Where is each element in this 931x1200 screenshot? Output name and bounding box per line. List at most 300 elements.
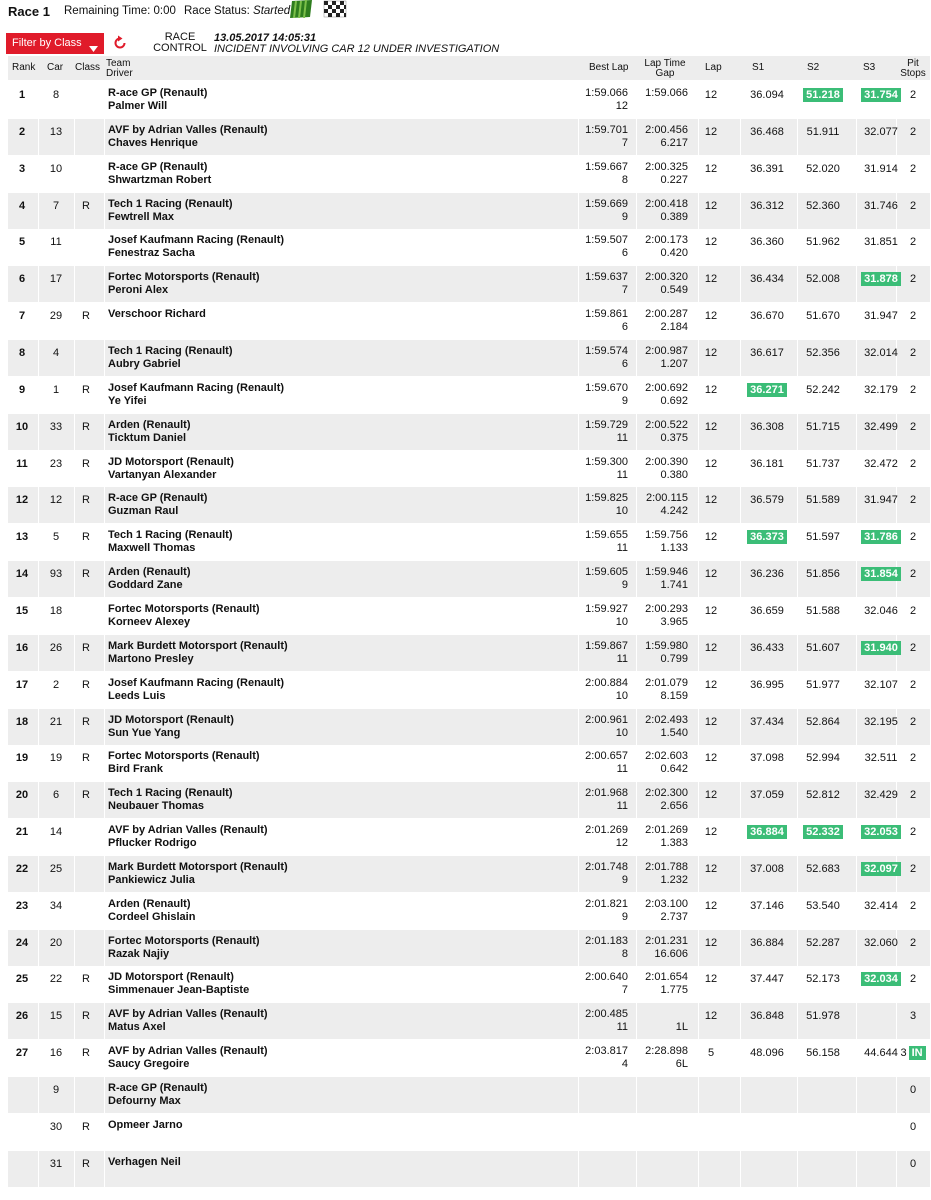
s3-value: 31.947: [864, 494, 898, 507]
column-separator: [38, 561, 39, 597]
table-row[interactable]: [8, 1077, 930, 1113]
best-lap-time: 1:59.867: [585, 639, 628, 652]
gap: 2.737: [660, 910, 688, 923]
column-separator: [698, 966, 699, 1002]
pit-stops-value: 2: [909, 162, 917, 175]
column-separator: [896, 1114, 897, 1150]
driver-name: Matus Axel: [108, 1021, 166, 1034]
team-name: Fortec Motorsports (Renault): [108, 271, 260, 284]
s1-cell: [742, 89, 792, 101]
column-separator: [104, 635, 105, 671]
column-separator: [74, 893, 75, 929]
gap: 2.656: [660, 800, 688, 813]
header-car[interactable]: Car: [47, 62, 64, 73]
class-cell: R: [82, 310, 90, 323]
pit-stops-value: 2: [909, 973, 917, 986]
gap: 1.207: [660, 357, 688, 370]
gap: 1.775: [660, 984, 688, 997]
best-lap-time: 1:59.825: [585, 492, 628, 505]
column-separator: [104, 1003, 105, 1039]
column-separator: [74, 193, 75, 229]
column-separator: [104, 193, 105, 229]
table-row[interactable]: [8, 709, 930, 745]
driver-name: Fenestraz Sacha: [108, 247, 195, 260]
column-separator: [896, 1077, 897, 1113]
car-number-cell: 22: [49, 973, 63, 986]
s2-cell: [798, 458, 848, 470]
column-separator: [74, 266, 75, 302]
table-row[interactable]: [8, 1003, 930, 1039]
column-separator: [578, 229, 579, 265]
pit-stops-value: 2: [909, 494, 917, 507]
column-separator: [74, 856, 75, 892]
table-row[interactable]: [8, 414, 930, 450]
s2-value: 52.812: [806, 789, 840, 802]
driver-name: Neubauer Thomas: [108, 800, 204, 813]
table-row[interactable]: [8, 672, 930, 708]
column-separator: [578, 82, 579, 118]
s3-value: 31.754: [861, 88, 901, 102]
pit-stops-value: 2: [909, 641, 917, 654]
column-separator: [38, 156, 39, 192]
race-control-label-line1: RACE: [164, 31, 196, 43]
best-lap-number: 10: [615, 615, 628, 628]
column-separator: [38, 1077, 39, 1113]
lap-count: 12: [704, 826, 718, 838]
driver-name: Martono Presley: [108, 652, 194, 665]
s2-value: 52.242: [806, 383, 840, 396]
pit-stops-cell: [898, 458, 928, 470]
s2-value: 51.715: [806, 420, 840, 433]
column-separator: [104, 82, 105, 118]
lap-time: 1:59.946: [645, 566, 688, 578]
column-separator: [578, 561, 579, 597]
column-separator: [578, 1114, 579, 1150]
top-bar: [0, 0, 931, 24]
header-lap-time[interactable]: Lap Time: [644, 58, 686, 69]
driver-name: Goddard Zane: [108, 579, 183, 591]
team-name: Mark Burdett Motorsport (Renault): [108, 639, 288, 652]
table-row[interactable]: [8, 451, 930, 487]
team-name: JD Motorsport (Renault): [108, 971, 234, 984]
column-separator: [578, 930, 579, 966]
gap: 6L: [675, 1058, 688, 1071]
best-lap-number: 11: [616, 763, 628, 776]
best-lap-time: 1:59.605: [585, 566, 628, 578]
column-separator: [38, 377, 39, 413]
column-separator: [698, 414, 699, 450]
car-number-cell: 16: [49, 1047, 63, 1060]
header-rank[interactable]: Rank: [12, 62, 36, 73]
driver-name: Cordeel Ghislain: [108, 910, 196, 923]
s1-cell: [742, 458, 792, 470]
team-name: R-ace GP (Renault): [108, 1082, 208, 1094]
s1-cell: [742, 163, 792, 175]
column-separator: [578, 819, 579, 855]
lap-time: 1:59.066: [645, 87, 688, 99]
column-separator: [104, 819, 105, 855]
class-cell: R: [82, 531, 90, 544]
pit-stops-cell: [898, 679, 928, 691]
s1-cell: [742, 752, 792, 764]
table-row[interactable]: [8, 524, 930, 560]
driver-name: Maxwell Thomas: [108, 542, 196, 555]
table-row[interactable]: [8, 1040, 930, 1076]
header-s1[interactable]: S1: [752, 62, 765, 73]
lap-count: 12: [704, 752, 718, 765]
pit-stops-value: 2: [909, 826, 917, 838]
car-number-cell: 31: [49, 1157, 63, 1170]
s2-cell: [798, 605, 848, 617]
best-lap-number: 12: [615, 100, 628, 112]
pit-stops-value: 2: [909, 678, 917, 691]
table-row[interactable]: [8, 893, 930, 929]
best-lap-time: 1:59.637: [585, 271, 628, 284]
best-lap-number: 10: [615, 689, 628, 702]
class-cell: R: [82, 568, 90, 580]
column-separator: [636, 266, 637, 302]
table-row[interactable]: [8, 635, 930, 671]
s1-cell: [742, 236, 792, 248]
s3-value: 31.940: [861, 641, 901, 655]
column-separator: [698, 156, 699, 192]
column-separator: [38, 966, 39, 1002]
pit-stops-cell: [898, 200, 928, 212]
s2-value: 51.589: [806, 494, 840, 507]
pit-stops-cell: [898, 752, 928, 764]
header-pit[interactable]: Pit: [907, 58, 919, 69]
s2-cell: [798, 89, 848, 101]
s2-value: 51.737: [806, 457, 840, 470]
s3-value: 31.947: [864, 310, 898, 323]
driver-name: Bird Frank: [108, 763, 164, 776]
lap-count: 12: [704, 346, 718, 359]
column-separator: [74, 340, 75, 376]
table-row[interactable]: [8, 930, 930, 966]
table-row[interactable]: [8, 82, 930, 118]
s2-cell: [798, 900, 848, 912]
driver-name: Peroni Alex: [108, 284, 169, 297]
column-separator: [578, 303, 579, 339]
table-row[interactable]: [8, 119, 930, 155]
column-separator: [740, 561, 741, 597]
table-row[interactable]: [8, 745, 930, 781]
column-separator: [636, 598, 637, 634]
pit-stops-cell: [898, 716, 928, 728]
column-separator: [38, 1114, 39, 1150]
header-s2[interactable]: S2: [807, 62, 820, 73]
pit-stops-cell: [898, 273, 928, 285]
s3-value: 32.499: [864, 420, 898, 433]
column-separator: [38, 451, 39, 487]
table-row[interactable]: [8, 266, 930, 302]
race-control-message: INCIDENT INVOLVING CAR 12 UNDER INVESTIGATION: [214, 43, 500, 55]
column-separator: [38, 193, 39, 229]
column-separator: [636, 340, 637, 376]
header-s3[interactable]: S3: [863, 62, 876, 73]
pit-stops-cell: [898, 1047, 928, 1059]
driver-name: Shwartzman Robert: [108, 173, 212, 186]
column-separator: [38, 266, 39, 302]
best-lap-time: 1:59.574: [585, 344, 628, 357]
header-stops[interactable]: Stops: [900, 68, 926, 79]
car-number-cell: 26: [49, 641, 63, 654]
s1-cell: [742, 421, 792, 433]
column-separator: [636, 561, 637, 597]
column-separator: [636, 1151, 637, 1187]
best-lap-time: 2:01.269: [585, 824, 628, 836]
s2-cell: [798, 789, 848, 801]
s2-cell: [798, 973, 848, 985]
pit-stops-value: 2: [909, 862, 917, 875]
lap-count: 12: [704, 604, 718, 617]
column-separator: [797, 1151, 798, 1187]
lap-count: 12: [704, 789, 718, 802]
pit-stops-cell: [898, 347, 928, 359]
s1-value: 37.098: [750, 752, 784, 765]
s1-cell: [742, 679, 792, 691]
s3-value: 32.179: [864, 383, 898, 396]
column-separator: [698, 1040, 699, 1076]
table-row[interactable]: [8, 782, 930, 818]
car-number-cell: 9: [52, 1084, 60, 1096]
column-separator: [578, 1040, 579, 1076]
column-separator: [578, 119, 579, 155]
s1-cell: [742, 1047, 792, 1059]
best-lap-time: 1:59.670: [585, 381, 628, 394]
column-separator: [740, 340, 741, 376]
column-separator: [740, 893, 741, 929]
best-lap-time: 2:01.748: [585, 860, 628, 873]
column-separator: [740, 930, 741, 966]
table-row[interactable]: [8, 229, 930, 265]
pit-stops-cell: [898, 863, 928, 875]
column-separator: [740, 819, 741, 855]
table-row[interactable]: [8, 561, 930, 597]
s3-value: 32.429: [864, 789, 898, 802]
best-lap-number: 11: [616, 542, 628, 555]
column-separator: [740, 1151, 741, 1187]
rank-cell: 21: [15, 826, 29, 838]
header-lap[interactable]: Lap: [705, 62, 722, 73]
s3-value: 32.053: [861, 825, 901, 839]
s2-value: 51.962: [806, 236, 840, 249]
column-separator: [698, 856, 699, 892]
s1-cell: [742, 347, 792, 359]
column-separator: [104, 709, 105, 745]
table-row[interactable]: [8, 819, 930, 855]
table-row[interactable]: [8, 966, 930, 1002]
lap-count: 12: [704, 936, 718, 949]
column-separator: [74, 1114, 75, 1150]
pit-stops-value: 2: [909, 125, 917, 138]
car-number-cell: 5: [52, 531, 60, 544]
table-row[interactable]: [8, 1114, 930, 1150]
lap-count: 12: [704, 383, 718, 396]
car-number-cell: 93: [49, 568, 63, 580]
car-number-cell: 4: [52, 346, 60, 359]
best-lap-number: 11: [616, 800, 628, 813]
column-separator: [104, 340, 105, 376]
column-separator: [74, 930, 75, 966]
table-row[interactable]: [8, 856, 930, 892]
team-name: Josef Kaufmann Racing (Renault): [108, 676, 285, 689]
s3-value: 32.107: [864, 678, 898, 691]
team-name: Tech 1 Racing (Renault): [108, 197, 233, 210]
column-separator: [698, 745, 699, 781]
column-separator: [38, 340, 39, 376]
gap: 0.642: [660, 763, 688, 776]
car-number-cell: 18: [49, 604, 63, 617]
table-row[interactable]: [8, 487, 930, 523]
table-row[interactable]: [8, 340, 930, 376]
header-team[interactable]: Team: [106, 58, 131, 69]
best-lap-time: 2:03.817: [585, 1045, 628, 1058]
table-row[interactable]: [8, 193, 930, 229]
car-number-cell: 34: [49, 899, 63, 912]
column-separator: [698, 561, 699, 597]
pit-stops-value: 2: [909, 789, 917, 802]
driver-name: Chaves Henrique: [108, 136, 198, 149]
s3-value: 32.060: [864, 936, 898, 949]
s2-cell: [798, 347, 848, 359]
column-separator: [740, 487, 741, 523]
lap-time: 2:00.692: [645, 381, 688, 394]
column-separator: [698, 451, 699, 487]
column-separator: [856, 1114, 857, 1150]
pit-stops-value: 2: [909, 236, 917, 249]
team-name: R-ace GP (Renault): [108, 87, 208, 99]
best-lap-number: 7: [621, 984, 628, 997]
column-separator: [104, 745, 105, 781]
driver-name: Pankiewicz Julia: [108, 873, 195, 886]
driver-name: Fewtrell Max: [108, 210, 175, 223]
lap-count: 5: [707, 1047, 715, 1060]
column-separator: [740, 1040, 741, 1076]
s1-cell: [742, 310, 792, 322]
column-separator: [740, 1114, 741, 1150]
column-separator: [74, 487, 75, 523]
column-separator: [578, 856, 579, 892]
gap: 1.383: [660, 837, 688, 849]
team-name: Tech 1 Racing (Renault): [108, 529, 233, 542]
column-separator: [578, 598, 579, 634]
column-separator: [698, 1151, 699, 1187]
column-separator: [74, 745, 75, 781]
class-cell: R: [82, 1157, 90, 1170]
column-separator: [698, 782, 699, 818]
driver-name: Aubry Gabriel: [108, 357, 181, 370]
best-lap-time: 1:59.861: [585, 308, 628, 321]
header-class[interactable]: Class: [75, 62, 101, 73]
column-separator: [74, 377, 75, 413]
s1-cell: [742, 494, 792, 506]
best-lap-number: 11: [616, 468, 628, 481]
car-number-cell: 30: [49, 1120, 63, 1133]
column-separator: [740, 672, 741, 708]
class-cell: R: [82, 494, 90, 507]
column-separator: [38, 745, 39, 781]
s3-value: 31.914: [864, 162, 898, 175]
s1-value: 36.884: [747, 825, 787, 839]
lap-time: 2:00.173: [645, 234, 688, 247]
column-separator: [38, 1151, 39, 1187]
best-lap-number: 7: [621, 136, 628, 149]
column-separator: [636, 377, 637, 413]
s2-cell: [798, 494, 848, 506]
class-cell: R: [82, 789, 90, 802]
s2-value: 51.588: [806, 604, 840, 617]
s2-value: 52.683: [806, 862, 840, 875]
driver-name: Korneev Alexey: [108, 615, 191, 628]
driver-name: Guzman Raul: [108, 505, 179, 518]
s3-value: 44.644: [864, 1047, 898, 1060]
class-cell: R: [82, 1120, 90, 1133]
best-lap-number: 9: [621, 579, 628, 591]
column-separator: [636, 193, 637, 229]
rank-cell: 2: [18, 125, 26, 138]
lap-time: 2:02.493: [645, 713, 688, 726]
column-separator: [74, 782, 75, 818]
column-separator: [856, 1151, 857, 1187]
refresh-icon[interactable]: [112, 35, 128, 51]
pit-stops-cell: [898, 789, 928, 801]
car-number-cell: 2: [52, 678, 60, 691]
best-lap-number: 11: [616, 652, 628, 665]
remaining-time: Remaining Time: 0:00: [64, 5, 176, 17]
s1-cell: [742, 863, 792, 875]
column-separator: [74, 303, 75, 339]
filter-by-class-button[interactable]: [6, 33, 104, 54]
pit-stops-cell: [898, 494, 928, 506]
s1-value: 36.884: [750, 936, 784, 949]
gap: 1.741: [660, 579, 688, 591]
pit-stops-cell: [898, 605, 928, 617]
s2-value: 56.158: [806, 1047, 840, 1060]
s1-cell: [742, 1010, 792, 1022]
column-separator: [636, 672, 637, 708]
column-separator: [38, 930, 39, 966]
table-row[interactable]: [8, 377, 930, 413]
pit-stops-cell: [898, 421, 928, 433]
header-gap[interactable]: Gap: [655, 68, 675, 79]
column-separator: [38, 709, 39, 745]
class-cell: R: [82, 641, 90, 654]
pit-stops-cell: [898, 384, 928, 396]
best-lap-number: 11: [616, 431, 628, 444]
gap: 16.606: [654, 947, 688, 960]
header-driver[interactable]: Driver: [106, 68, 133, 79]
s1-cell: [742, 716, 792, 728]
table-row[interactable]: [8, 303, 930, 339]
table-row[interactable]: [8, 1151, 930, 1187]
table-row[interactable]: [8, 598, 930, 634]
column-separator: [104, 782, 105, 818]
column-separator: [698, 635, 699, 671]
race-control-label: [150, 32, 210, 54]
column-separator: [740, 598, 741, 634]
best-lap-number: 9: [621, 394, 628, 407]
table-row[interactable]: [8, 156, 930, 192]
column-separator: [38, 487, 39, 523]
race-control-label-line2: CONTROL: [153, 42, 207, 54]
header-best-lap[interactable]: Best Lap: [589, 62, 629, 73]
car-number-cell: 19: [49, 752, 63, 765]
pit-stops-cell: [898, 126, 928, 138]
s1-cell: [742, 826, 792, 838]
car-number-cell: 23: [49, 457, 63, 470]
gap: 0.375: [660, 431, 688, 444]
